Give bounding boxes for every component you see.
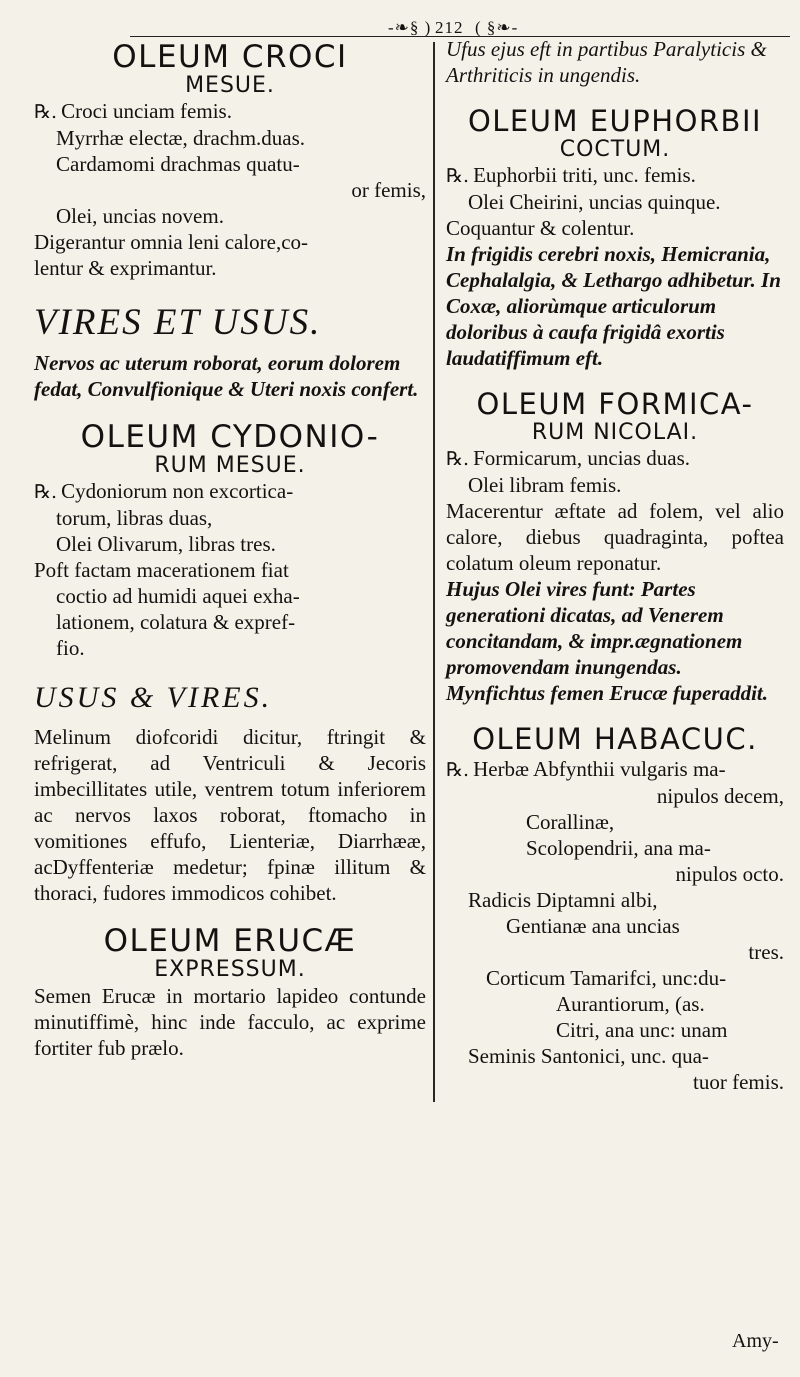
recipe-line: Aurantiorum, (as. xyxy=(556,992,705,1017)
recipe-line: Herbæ Abfynthii vulgaris ma- xyxy=(473,757,726,782)
usus-et-vires-text: Melinum diofcoridi dicitur, ftringit & refrigerat, ad Ventriculi & Jecoris imbecillitates utile, ventrem totum inferiorem ac nervos laxos roborat, ftomacho in vomitiones effufo, Lienteriæ, Diarrhææ, acDyffenteriæ medetur; fpinæ illitum & thoraci, fudores immodicos cohibet. xyxy=(34,725,426,906)
recipe-line: fio. xyxy=(56,636,85,661)
oleum-cydoniorum-subtitle: RUM MESUE. xyxy=(154,453,306,479)
oleum-habacuc-recipe xyxy=(446,756,784,1095)
paralytic-usage-text: Ufus ejus eft in partibus Paralyticis & Arthriticis in ungendis. xyxy=(446,37,767,87)
recipe-line: Myrrhæ electæ, drachm.duas. xyxy=(56,126,306,151)
oleum-formicarum-title: OLEUM FORMICA- xyxy=(476,387,754,422)
ornament-right: ( §❧- xyxy=(475,18,519,37)
recipe-line: Coquantur & colentur. xyxy=(446,216,635,241)
oleum-croci-title: OLEUM CROCI xyxy=(112,39,348,75)
recipe-line: Gentianæ ana uncias xyxy=(506,914,680,939)
page-number: 212 xyxy=(435,18,464,37)
recipe-line: Poft factam macerationem fiat xyxy=(34,558,289,583)
recipe-line: torum, libras duas, xyxy=(56,506,213,531)
recipe-line: Corticum Tamarifci, unc:du- xyxy=(486,966,727,991)
recipe-line: Olei, uncias novem. xyxy=(56,204,224,229)
oleum-formicarum-subtitle: RUM NICOLAI. xyxy=(531,419,699,445)
recipe-line: Olei Olivarum, libras tres. xyxy=(56,532,276,557)
recipe-line: Digerantur omnia leni calore,co- xyxy=(34,230,309,255)
recipe-line: or femis, xyxy=(351,178,426,203)
recipe-line: Corallinæ, xyxy=(526,810,615,835)
ornament-left: -❧§ ) xyxy=(388,18,432,37)
recipe-line: Euphorbii triti, unc. femis. xyxy=(473,163,696,188)
usus-et-vires-heading: USUS & VIRES. xyxy=(34,681,273,715)
recipe-line: tuor femis. xyxy=(693,1070,784,1095)
column-divider xyxy=(433,42,435,1102)
recipe-line: Cardamomi drachmas quatu- xyxy=(56,152,300,177)
recipe-line: lationem, colatura & expref- xyxy=(56,610,296,635)
oleum-formicarum-vires: Hujus Olei vires funt: Partes generationi dicatas, ad Venerem concitandam, & impr.ægnationem promovendam inungendas. Mynfichtus femen Erucæ fuperaddit. xyxy=(446,577,769,706)
oleum-erucae-subtitle: EXPRESSUM. xyxy=(154,957,306,983)
oleum-formicarum-recipe xyxy=(446,445,784,498)
oleum-euphorbii-title: OLEUM EUPHORBII xyxy=(467,104,763,138)
recipe-line: Olei libram femis. xyxy=(468,473,622,498)
oleum-croci-subtitle: MESUE. xyxy=(185,73,275,99)
recipe-symbol: ℞. xyxy=(34,101,58,124)
oleum-erucae-title: OLEUM ERUCÆ xyxy=(103,923,357,960)
oleum-cydoniorum-title: OLEUM CYDONIO- xyxy=(80,418,380,455)
recipe-line: nipulos decem, xyxy=(656,784,784,809)
recipe-symbol: ℞. xyxy=(446,448,470,471)
recipe-line: Olei Cheirini, uncias quinque. xyxy=(468,190,721,215)
oleum-formicarum-text: Macerentur æftate ad folem, vel alio calore, diebus quadraginta, poftea colatum oleum reponatur. xyxy=(446,499,784,576)
oleum-euphorbii-recipe xyxy=(446,162,784,241)
recipe-line: Formicarum, uncias duas. xyxy=(473,446,691,471)
recipe-line: Croci unciam femis. xyxy=(61,99,232,124)
recipe-symbol: ℞. xyxy=(34,481,58,504)
oleum-croci-recipe xyxy=(34,98,426,281)
recipe-line: Citri, ana unc: unam xyxy=(556,1018,728,1043)
oleum-euphorbii-text: In frigidis cerebri noxis, Hemicrania, Cephalalgia, & Lethargo adhibetur. In Coxæ, aliorùmque articulorum doloribus à caufa frigidâ exortis laudatiffimum eft. xyxy=(446,242,781,371)
oleum-euphorbii-subtitle: COCTUM. xyxy=(559,136,671,162)
oleum-erucae-text: Semen Erucæ in mortario lapideo contunde minutiffimè, hinc inde facculo, ac exprime fortiter fub prælo. xyxy=(34,983,426,1060)
recipe-line: tres. xyxy=(748,940,784,965)
oleum-cydoniorum-recipe xyxy=(34,478,426,661)
recipe-symbol: ℞. xyxy=(446,165,470,188)
recipe-symbol: ℞. xyxy=(446,759,470,782)
recipe-line: lentur & exprimantur. xyxy=(34,256,217,281)
oleum-habacuc-title: OLEUM HABACUC. xyxy=(472,722,758,757)
recipe-line: coctio ad humidi aquei exha- xyxy=(56,584,300,609)
recipe-line: nipulos octo. xyxy=(675,862,784,887)
left-column xyxy=(34,36,426,1061)
recipe-line: Seminis Santonici, unc. qua- xyxy=(468,1044,709,1069)
recipe-line: Cydoniorum non excortica- xyxy=(61,479,294,504)
recipe-line: Scolopendrii, ana ma- xyxy=(526,836,711,861)
vires-et-usus-heading: VIRES ET USUS. xyxy=(34,302,322,344)
recipe-line: Radicis Diptamni albi, xyxy=(468,888,658,913)
catchword: Amy- xyxy=(732,1330,779,1352)
right-column xyxy=(446,36,784,1095)
vires-et-usus-text: Nervos ac uterum roborat, eorum dolorem fedat, Convulfionique & Uteri noxis confert. xyxy=(34,350,419,401)
